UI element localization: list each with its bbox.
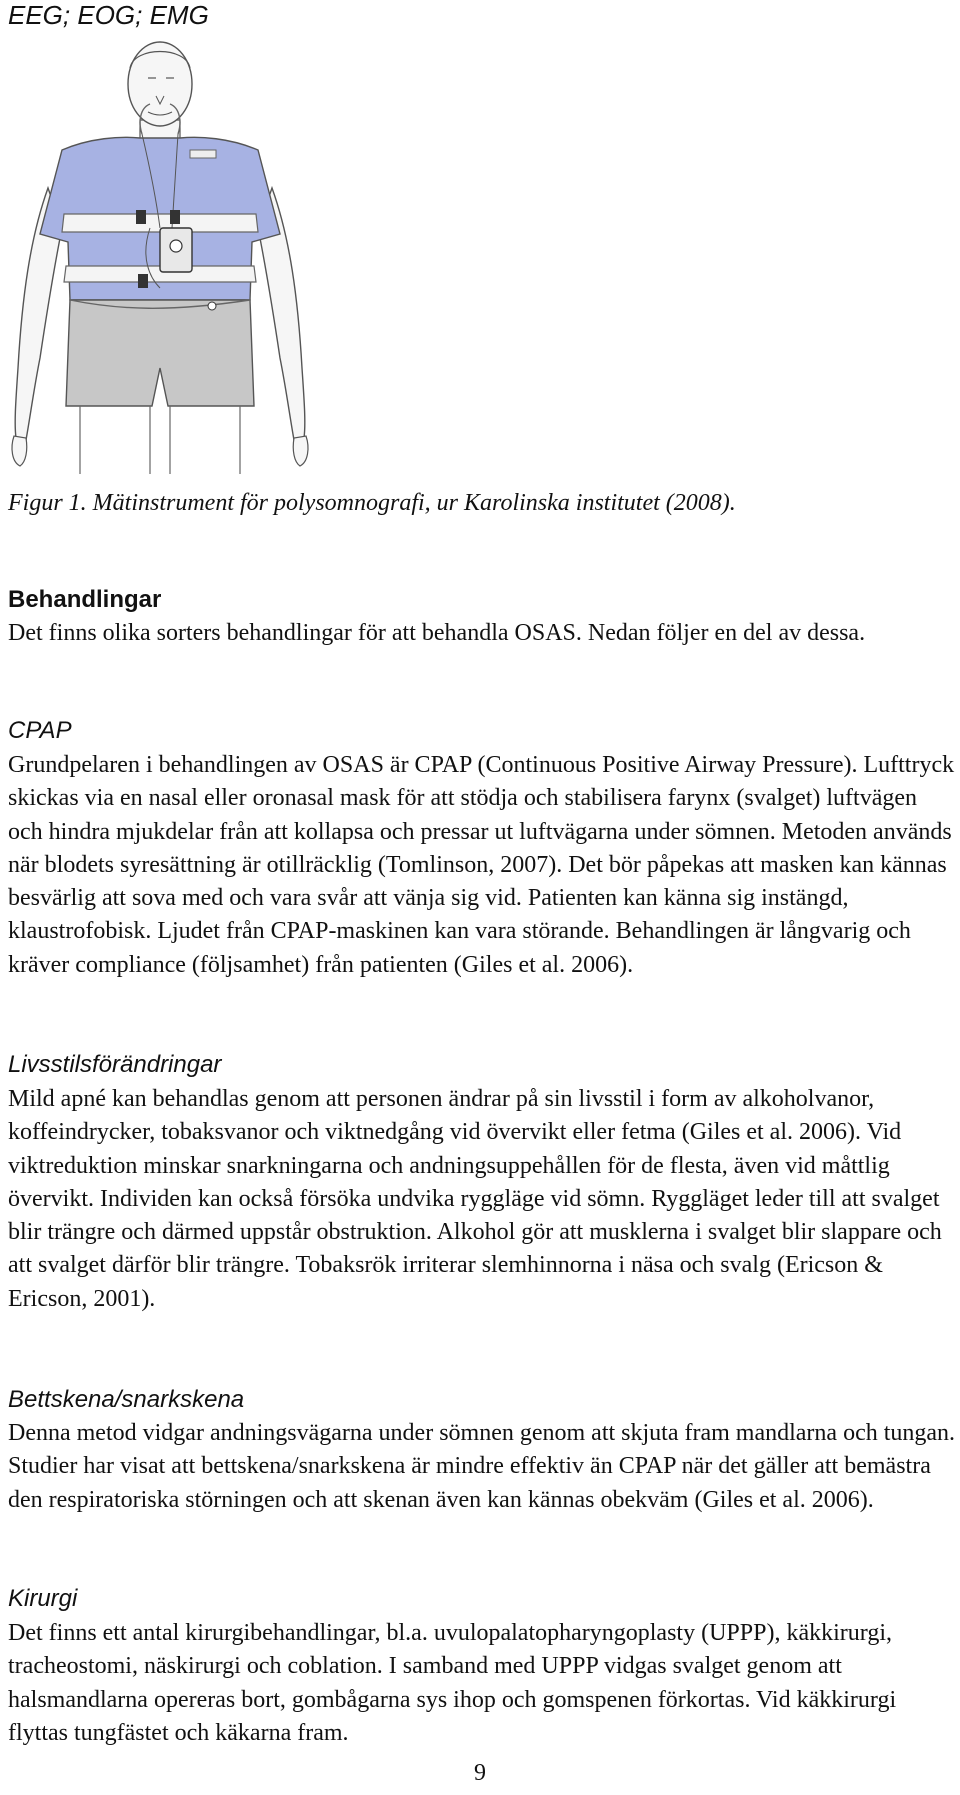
figure-header-label: EEG; EOG; EMG bbox=[8, 0, 209, 30]
heading-livsstilsforandringar: Livsstilsförändringar bbox=[8, 1051, 222, 1078]
polysomnography-figure-icon bbox=[0, 38, 320, 474]
paragraph-cpap: Grundpelaren i behandlingen av OSAS är CPAP (Continuous Positive Airway Pressure). Lufttryck skickas via en nasal eller oronasal mask för att stödja och stabilisera farynx (svalget) luftvägen och hindra mjukdelar från att kollapsa och pressar ut luftvägarna under sömnen. Metoden används när blodets syresättning är otillräcklig (Tomlinson, 2007). Det bör påpekas att masken kan kännas besvärlig att sova med och vara svår att vänja sig vid. Patienten kan känna sig instängd, klaustrofobisk. Ljudet från CPAP-maskinen kan vara störande. Behandlingen är långvarig och kräver compliance (följsamhet) från patienten (Giles et al. 2006). bbox=[8, 752, 955, 978]
heading-behandlingar: Behandlingar bbox=[8, 586, 162, 613]
figure-caption: Figur 1. Mätinstrument för polysomnografi, ur Karolinska institutet (2008). bbox=[8, 490, 736, 516]
paragraph-kirurgi: Det finns ett antal kirurgibehandlingar, bl.a. uvulopalatopharyngoplasty (UPPP), käkkirurgi, tracheostomi, näskirurgi och coblation. I samband med UPPP vidgas svalget genom att halsmandlarna opereras bort, gombågarna sys ihop och gomspenen förkortas. Vid käkkirurgi flyttas tungfästet och käkarna fram. bbox=[8, 1620, 897, 1746]
heading-cpap: CPAP bbox=[8, 717, 72, 744]
paragraph-bettskena: Denna metod vidgar andningsvägarna under sömnen genom att skjuta fram mandlarna och tungan. Studier har visat att bettskena/snarkskena är mindre effektiv än CPAP när det gäller att bemästra den respiratoriska störningen och att skenan även kan kännas obekväm (Giles et al. 2006). bbox=[8, 1420, 956, 1513]
paragraph-behandlingar: Det finns olika sorters behandlingar för att behandla OSAS. Nedan följer en del av dessa. bbox=[8, 620, 866, 646]
heading-kirurgi: Kirurgi bbox=[8, 1585, 78, 1612]
paragraph-livsstilsforandringar: Mild apné kan behandlas genom att personen ändrar på sin livsstil i form av alkoholvanor, koffeindrycker, tobaksvanor och viktnedgång vid övervikt eller fetma (Giles et al. 2006). Vid viktreduktion minskar snarkningarna och andningsuppehållen för de flesta, även vid måttlig övervikt. Individen kan också försöka undvika ryggläge vid sömn. Ryggläget leder till att svalget blir trängre och därmed uppstår obstruktion. Alkohol gör att musklerna i svalget blir slappare och att svalget därför blir trängre. Tobaksrök irriterar slemhinnorna i näsa och svalg (Ericson & Ericson, 2001). bbox=[8, 1086, 942, 1312]
heading-bettskena: Bettskena/snarkskena bbox=[8, 1386, 245, 1413]
page-number: 9 bbox=[474, 1760, 486, 1786]
